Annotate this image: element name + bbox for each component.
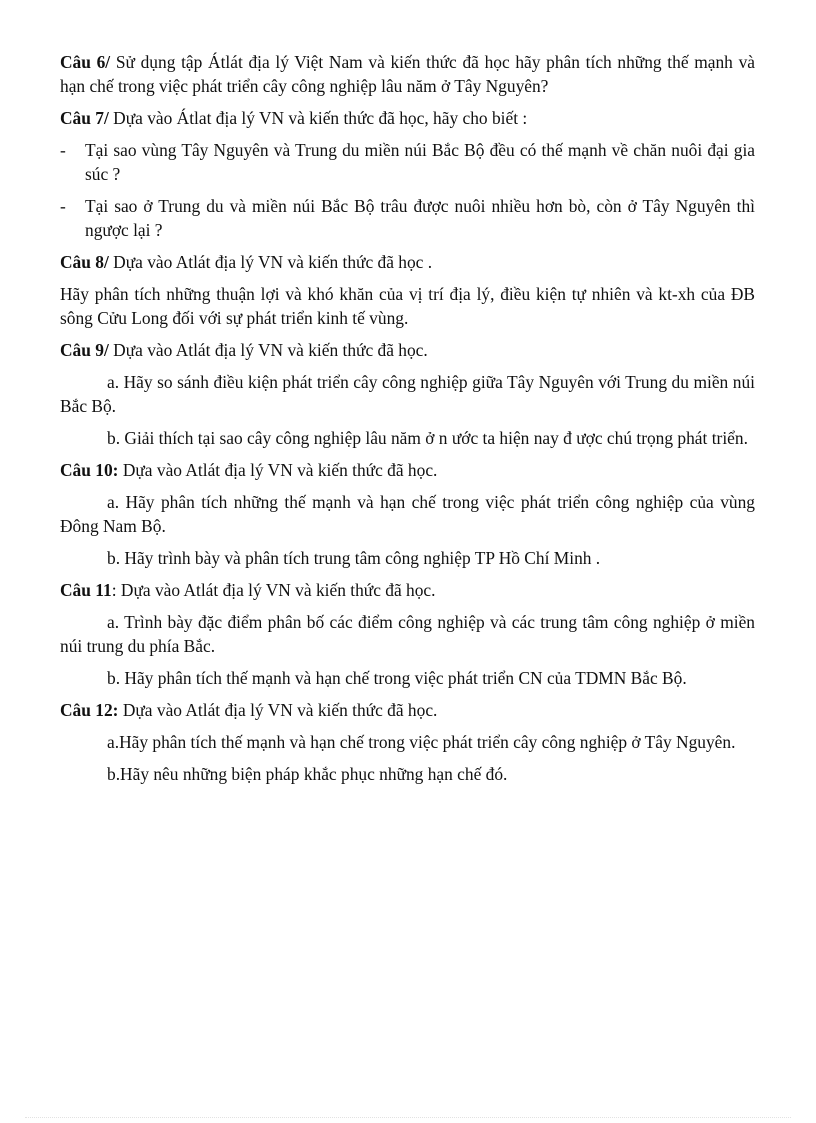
question-12-part-a: a.Hãy phân tích thế mạnh và hạn chế trong việc phát triển cây công nghiệp ở Tây Nguyên. bbox=[107, 732, 736, 752]
question-text: Dựa vào Atlát địa lý VN và kiến thức đã học . bbox=[108, 252, 433, 272]
question-9-part-a: a. Hãy so sánh điều kiện phát triển cây công nghiệp giữa Tây Nguyên với Trung du miền núi Bắc Bộ. bbox=[60, 372, 755, 416]
dash-bullet: - bbox=[60, 140, 66, 160]
question-10 bbox=[60, 458, 755, 482]
question-text: Dựa vào Atlát địa lý VN và kiến thức đã học. bbox=[118, 460, 438, 480]
list-item-text: Tại sao ở Trung du và miền núi Bắc Bộ trâu được nuôi nhiều hơn bò, còn ở Tây Nguyên thì ngược lại ? bbox=[85, 196, 755, 240]
dash-bullet: - bbox=[60, 196, 66, 216]
question-7 bbox=[60, 106, 755, 130]
question-10-part-b: b. Hãy trình bày và phân tích trung tâm công nghiệp TP Hồ Chí Minh . bbox=[107, 548, 601, 568]
question-label: Câu 7/ bbox=[60, 108, 109, 128]
question-11-part-b: b. Hãy phân tích thế mạnh và hạn chế trong việc phát triển CN của TDMN Bắc Bộ. bbox=[107, 668, 687, 688]
question-label: Câu 11 bbox=[60, 580, 112, 600]
question-10-part-a: a. Hãy phân tích những thế mạnh và hạn chế trong việc phát triển công nghiệp của vùng Đông Nam Bộ. bbox=[60, 492, 755, 536]
question-label: Câu 12: bbox=[60, 700, 119, 720]
list-item-text: Tại sao vùng Tây Nguyên và Trung du miền núi Bắc Bộ đều có thế mạnh về chăn nuôi đại gia súc ? bbox=[85, 140, 755, 184]
question-text: Dựa vào Átlat địa lý VN và kiến thức đã học, hãy cho biết : bbox=[108, 108, 528, 128]
document-page bbox=[60, 50, 755, 794]
list-item bbox=[60, 194, 755, 242]
question-8 bbox=[60, 250, 755, 274]
question-6 bbox=[60, 50, 755, 98]
question-text: : Dựa vào Atlát địa lý VN và kiến thức đã học. bbox=[111, 580, 436, 600]
question-text: Dựa vào Atlát địa lý VN và kiến thức đã học. bbox=[118, 700, 438, 720]
question-label: Câu 9/ bbox=[60, 340, 109, 360]
question-12-part-b: b.Hãy nêu những biện pháp khắc phục những hạn chế đó. bbox=[107, 764, 508, 784]
question-12 bbox=[60, 698, 755, 722]
question-label: Câu 6/ bbox=[60, 52, 111, 72]
question-label: Câu 10: bbox=[60, 460, 119, 480]
question-label: Câu 8/ bbox=[60, 252, 109, 272]
question-text: Sử dụng tập Átlát địa lý Việt Nam và kiến thức đã học hãy phân tích những thế mạnh và hạn chế trong việc phát triển cây công nghiệp lâu năm ở Tây Nguyên? bbox=[60, 52, 755, 96]
question-11-part-a: a. Trình bày đặc điểm phân bố các điểm công nghiệp và các trung tâm công nghiệp ở miền núi trung du phía Bắc. bbox=[60, 612, 755, 656]
question-9-part-b: b. Giải thích tại sao cây công nghiệp lâu năm ở n ước ta hiện nay đ ược chú trọng phát triển. bbox=[107, 428, 748, 448]
list-item bbox=[60, 138, 755, 186]
page-bottom-divider bbox=[25, 1117, 791, 1118]
question-9 bbox=[60, 338, 755, 362]
question-text: Dựa vào Atlát địa lý VN và kiến thức đã học. bbox=[108, 340, 428, 360]
question-8-body: Hãy phân tích những thuận lợi và khó khăn của vị trí địa lý, điều kiện tự nhiên và kt-xh của ĐB sông Cửu Long đối với sự phát triển kinh tế vùng. bbox=[60, 284, 755, 328]
question-11 bbox=[60, 578, 755, 602]
